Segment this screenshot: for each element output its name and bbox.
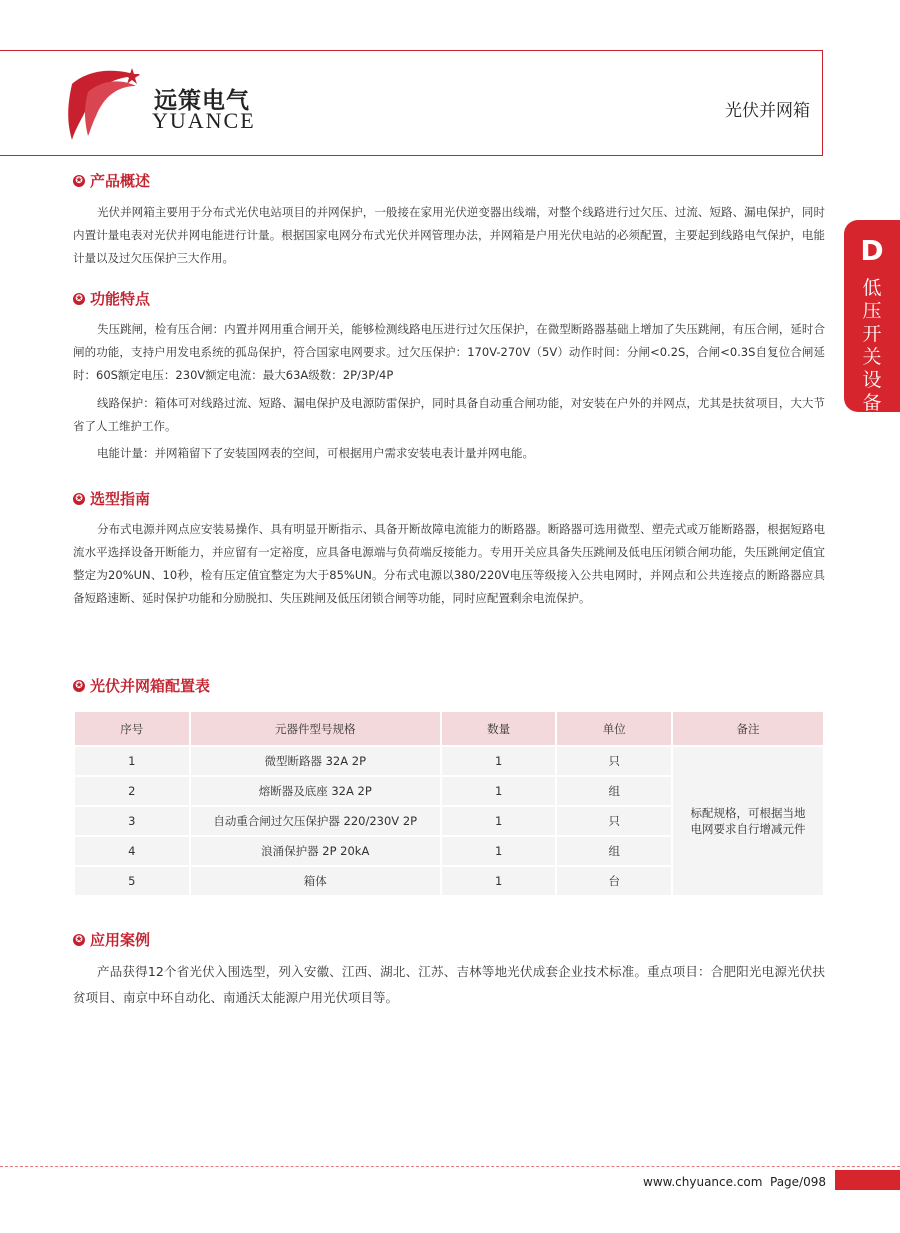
brand-name-cn: 远策电气 — [154, 88, 250, 114]
cell-unit: 只 — [557, 807, 671, 835]
col-header-model: 元器件型号规格 — [191, 712, 440, 745]
star-icon: ✪ — [73, 175, 85, 187]
cell-qty: 1 — [442, 807, 556, 835]
cell-unit: 组 — [557, 837, 671, 865]
cell-no: 5 — [75, 867, 189, 895]
section-title-cases — [73, 929, 150, 950]
page-number: Page/098 — [770, 1175, 826, 1189]
category-letter: D — [860, 234, 884, 267]
section-title-text: 光伏并网箱配置表 — [90, 677, 211, 695]
category-tab — [844, 220, 900, 412]
cell-unit: 组 — [557, 777, 671, 805]
cell-no: 1 — [75, 747, 189, 775]
cell-no: 3 — [75, 807, 189, 835]
section-title-selection — [73, 488, 150, 509]
col-header-no: 序号 — [75, 712, 189, 745]
section-title-text: 功能特点 — [90, 290, 151, 308]
col-header-unit: 单位 — [557, 712, 671, 745]
section-title-text: 产品概述 — [90, 172, 151, 190]
table-row — [75, 747, 823, 775]
overview-text: 光伏并网箱主要用于分布式光伏电站项目的并网保护，一般接在家用光伏逆变器出线端，对整个线路进行过欠压、过流、短路、漏电保护，同时内置计量电表对光伏并网电能进行计量。根据国家电网分布式光伏并网管理办法，并网箱是户用光伏电站的必须配置，主要起到线路电气保护，电能计量以及过欠压保护三大作用。 — [73, 205, 825, 265]
section-title-config — [73, 675, 210, 696]
features-line-protection-text: 线路保护：箱体可对线路过流、短路、漏电保护及电源防雷保护，同时具备自动重合闸功能，对安装在户外的并网点，尤其是扶贫项目，大大节省了人工维护工作。 — [73, 396, 825, 433]
features-metering-text: 电能计量：并网箱留下了安装国网表的空间，可根据用户需求安装电表计量并网电能。 — [97, 446, 534, 460]
cell-model: 微型断路器 32A 2P — [191, 747, 440, 775]
footer-divider — [0, 1166, 900, 1167]
col-header-remark: 备注 — [673, 712, 823, 745]
brand-logo — [66, 62, 266, 146]
star-icon: ✪ — [73, 934, 85, 946]
cell-qty: 1 — [442, 837, 556, 865]
section-title-text: 选型指南 — [90, 490, 151, 508]
category-label: 低压开关设备 — [862, 277, 882, 414]
remark-text: 标配规格，可根据当地电网要求自行增减元件 — [690, 806, 806, 836]
cell-qty: 1 — [442, 777, 556, 805]
cell-model: 箱体 — [191, 867, 440, 895]
cell-unit: 台 — [557, 867, 671, 895]
selection-text: 分布式电源并网点应安装易操作、具有明显开断指示、具备开断故障电流能力的断路器。断路器可选用微型、塑壳式或万能断路器，根据短路电流水平选择设备开断能力，并应留有一定裕度，应具备电源端与负荷端反接能力。专用开关应具备失压跳闸及低电压闭锁合闸功能，失压跳闸定值宜整定为20%UN、10秒，检有压定值宜整定为大于85%UN。分布式电源以380/220V电压等级接入公共电网时，并网点和公共连接点的断路器应具备短路速断、延时保护功能和分励脱扣、失压跳闸及低压闭锁合闸等功能，同时应配置剩余电流保护。 — [73, 522, 825, 605]
cell-model: 浪涌保护器 2P 20kA — [191, 837, 440, 865]
cell-no: 4 — [75, 837, 189, 865]
star-icon: ✪ — [73, 493, 85, 505]
config-table — [73, 710, 825, 897]
cell-no: 2 — [75, 777, 189, 805]
features-voltage-text: 失压跳闸，检有压合闸：内置并网用重合闸开关，能够检测线路电压进行过欠压保护，在微型断路器基础上增加了失压跳闸，有压合闸，延时合闸的功能，支持户用发电系统的孤岛保护，符合国家电网要求。过欠压保护：170V-270V（5V）动作时间：分闸<0.2S，合闸<0.3S自复位合闸延时：60S额定电压：230V额定电流：最大63A级数：2P/3P/4P — [73, 322, 825, 382]
section-title-features — [73, 288, 150, 309]
section-title-text: 应用案例 — [90, 931, 151, 949]
cell-qty: 1 — [442, 867, 556, 895]
col-header-qty: 数量 — [442, 712, 556, 745]
cell-model: 熔断器及底座 32A 2P — [191, 777, 440, 805]
page-title: 光伏并网箱 — [725, 101, 810, 121]
brand-name-en: YUANCE — [152, 108, 256, 133]
cell-qty: 1 — [442, 747, 556, 775]
cell-model: 自动重合闸过欠压保护器 220/230V 2P — [191, 807, 440, 835]
footer-accent-bar — [835, 1170, 900, 1190]
section-title-overview — [73, 170, 150, 191]
star-icon: ✪ — [73, 293, 85, 305]
footer-url: www.chyuance.com — [643, 1175, 763, 1189]
cell-remark — [673, 747, 823, 895]
table-header-row — [75, 712, 823, 745]
swoosh-icon — [66, 62, 150, 146]
cell-unit: 只 — [557, 747, 671, 775]
star-icon: ✪ — [73, 680, 85, 692]
cases-text: 产品获得12个省光伏入围选型，列入安徽、江西、湖北、江苏、吉林等地光伏成套企业技术标准。重点项目：合肥阳光电源光伏扶贫项目、南京中环自动化、南通沃太能源户用光伏项目等。 — [73, 964, 825, 1005]
